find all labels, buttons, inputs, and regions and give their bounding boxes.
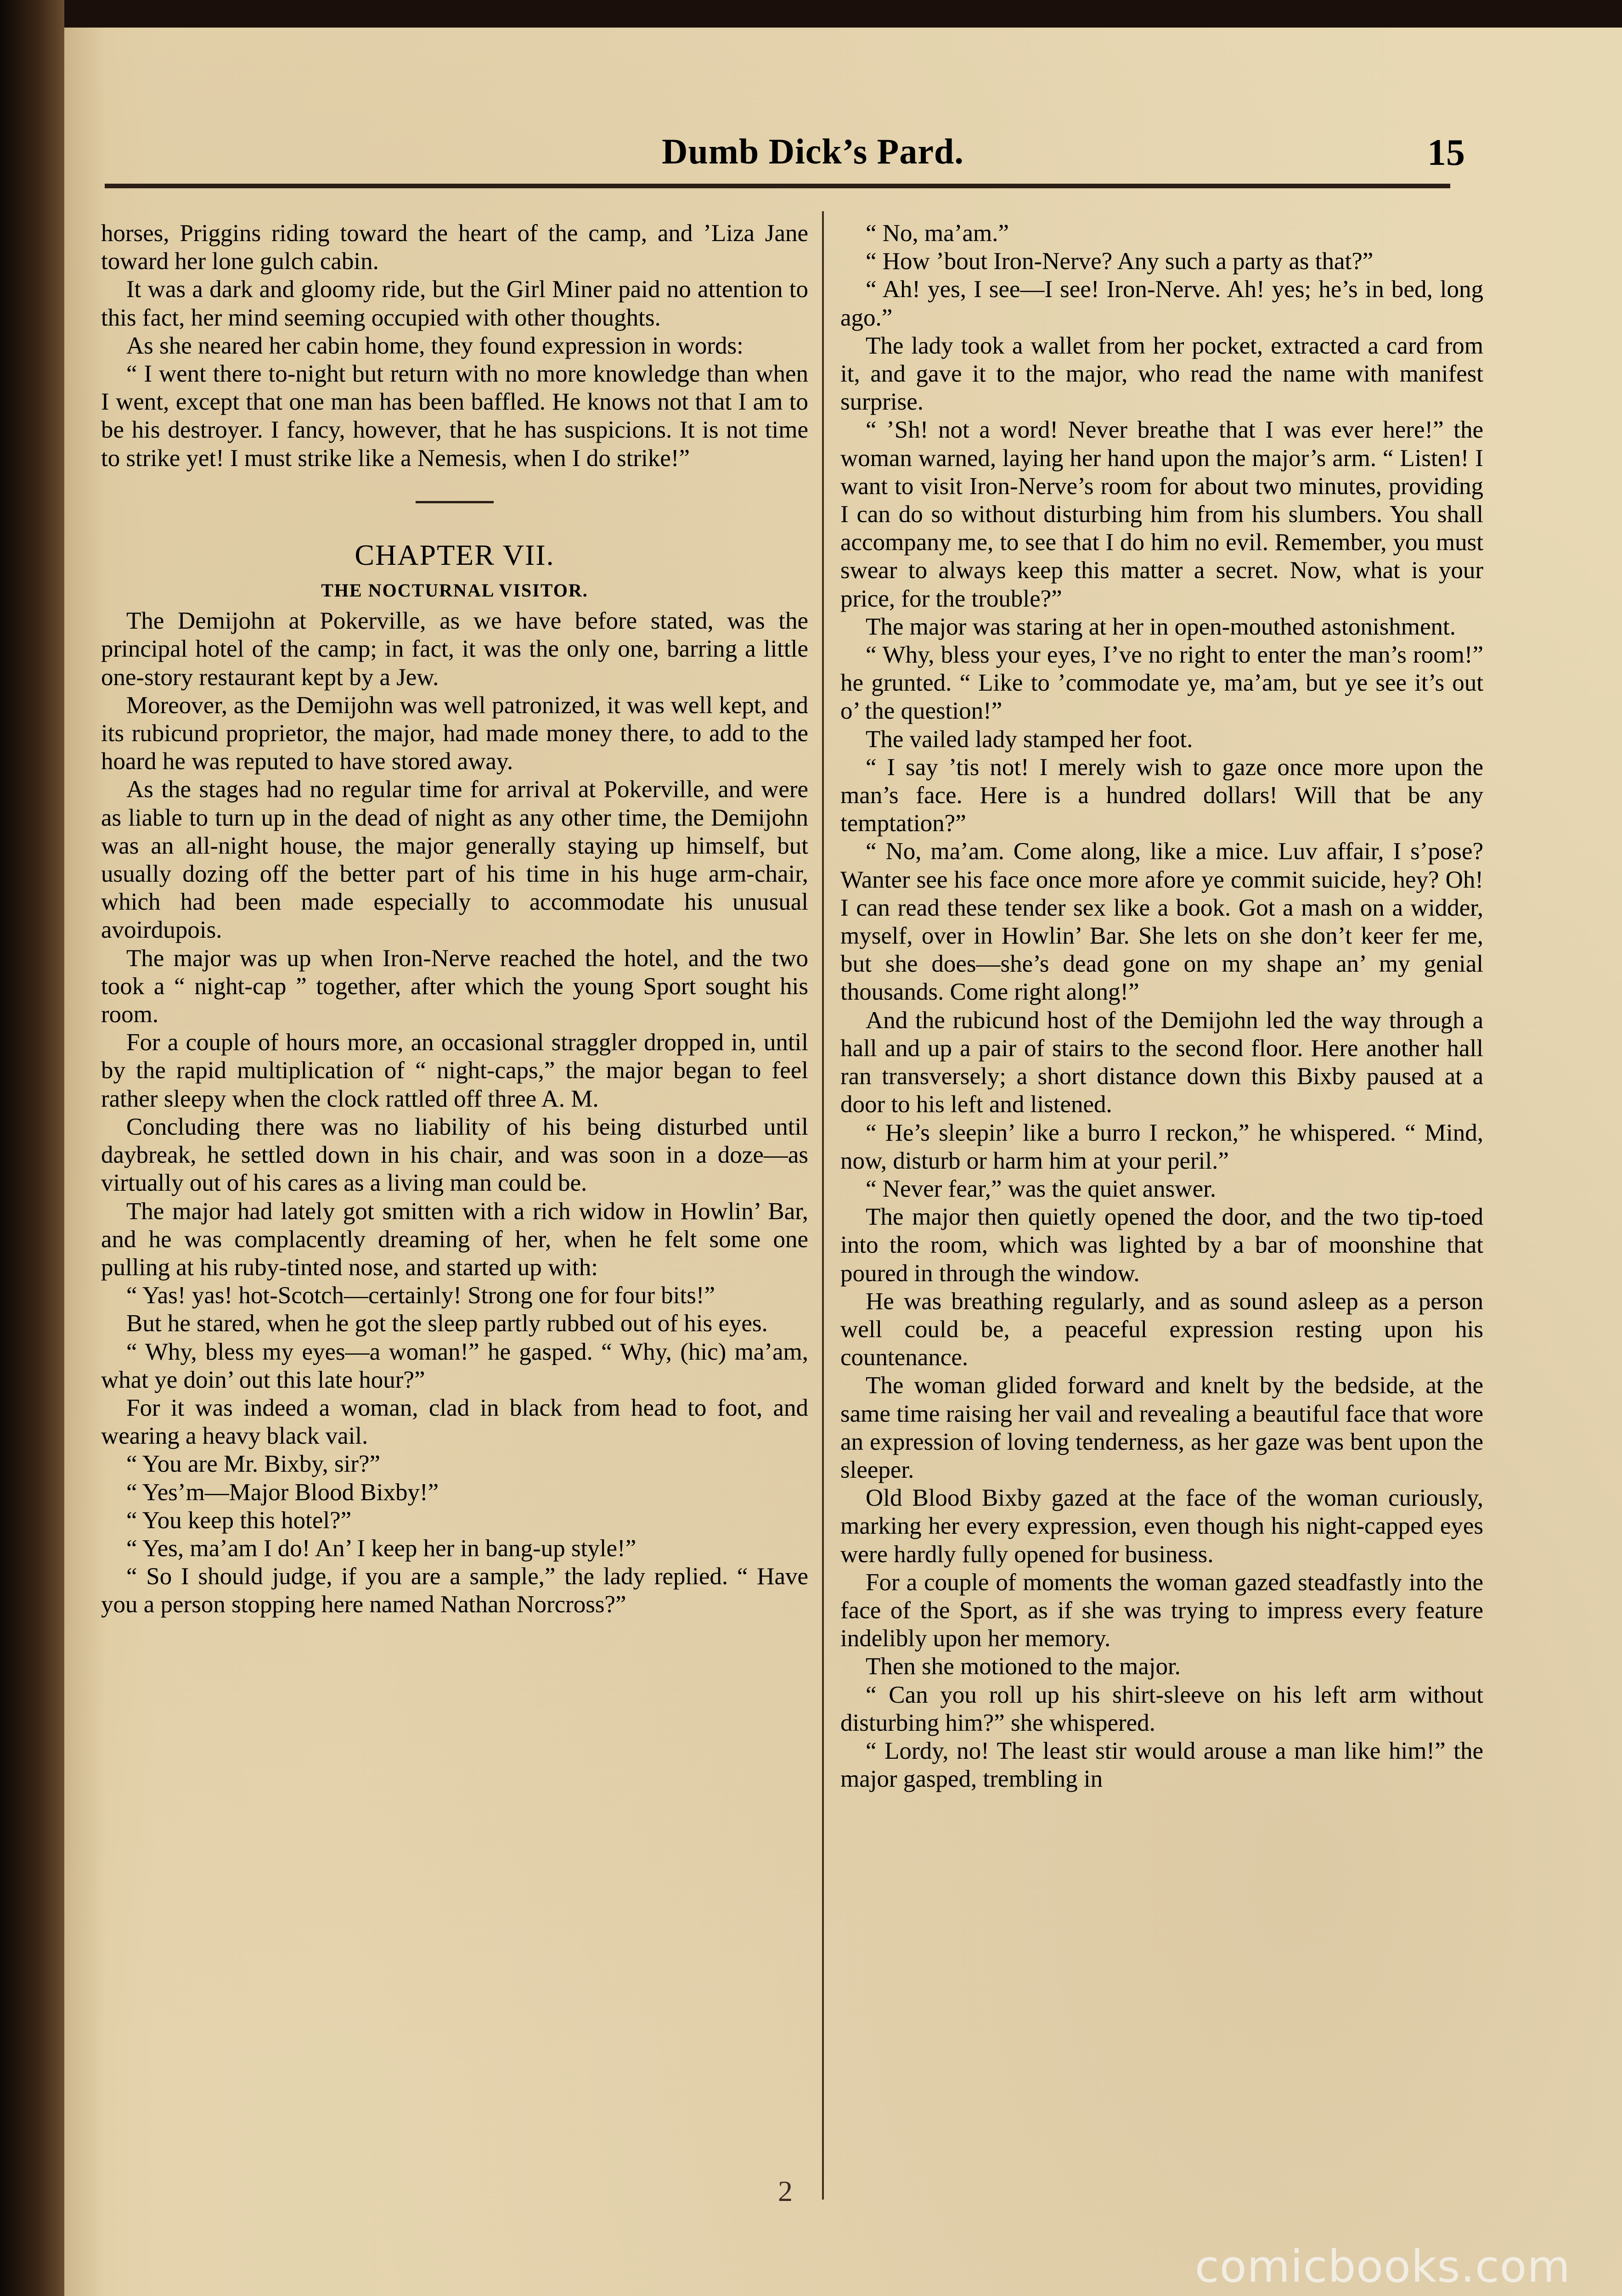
body-paragraph: “ Lordy, no! The least stir would arouse a man like him!” the major gasped, trembling in [840,1737,1483,1793]
body-paragraph: The major then quietly opened the door, and the two tip-toed into the room, which was lighted by a bar of moonshine that poured in through the window. [840,1204,1483,1287]
body-paragraph: The lady took a wallet from her pocket, extracted a card from it, and gave it to the major, who read the name with manifest surprise. [840,332,1483,416]
body-paragraph: The major was staring at her in open-mouthed astonishment. [866,613,1456,640]
section-divider [416,501,494,503]
body-paragraph: The woman glided forward and knelt by the bedside, at the same time raising her vail and revealing a beautiful face that wore an expression of loving tenderness, as her gaze was bent upon the sleeper. [840,1372,1483,1483]
body-paragraph: “ Yas! yas! hot-Scotch—certainly! Strong one for four bits!” [126,1282,715,1309]
body-paragraph: “ He’s sleepin’ like a burro I reckon,” he whispered. “ Mind, now, disturb or harm him at your peril.” [840,1119,1483,1174]
body-paragraph: “ How ’bout Iron-Nerve? Any such a party as that?” [866,248,1374,275]
body-paragraph: The major had lately got smitten with a rich widow in Howlin’ Bar, and he was complacently dreaming of her, when he felt some one pulling at his ruby-tinted nose, and started up with: [101,1198,808,1281]
body-paragraph: Concluding there was no liability of his being disturbed until daybreak, he settled down in his chair, and was soon in a doze—as virtually out of his cares as a living man could be. [101,1113,808,1197]
right-column-text [840,219,1483,1793]
body-paragraph: For a couple of moments the woman gazed steadfastly into the face of the Sport, as if she was trying to impress every feature indelibly upon her memory. [840,1569,1483,1652]
body-paragraph: “ Why, bless your eyes, I’ve no right to enter the man’s room!” he grunted. “ Like to ’commodate ye, ma’am, but ye see it’s out o’ the question!” [840,642,1483,725]
body-paragraph: As the stages had no regular time for arrival at Pokerville, and were as liable to turn up in the dead of night as any other time, the Demijohn was an all-night house, the major generally staying up himself, but usually dozing off the better part of his time in his huge arm-chair, which had been made especially to accommodate his unusual avoirdupois. [101,776,808,944]
body-paragraph: The vailed lady stamped her foot. [866,726,1193,753]
body-paragraph: As she neared her cabin home, they found expression in words: [126,332,743,359]
body-paragraph: “ ’Sh! not a word! Never breathe that I was ever here!” the woman warned, laying her hand upon the major’s arm. “ Listen! I want to visit Iron-Nerve’s room for about two minutes, providing I can do so without disturbing him from his slumbers. You shall accompany me, to see that I do him no evil. Remember, you must swear to always keep this matter a secret. Now, what is your price, for the trouble?” [840,416,1483,612]
body-paragraph: “ No, ma’am.” [866,220,1009,247]
body-paragraph: “ Yes, ma’am I do! An’ I keep her in bang-up style!” [126,1535,636,1562]
body-paragraph: “ Never fear,” was the quiet answer. [866,1175,1216,1202]
chapter-subheading: THE NOCTURNAL VISITOR. [321,580,588,601]
body-paragraph: The Demijohn at Pokerville, as we have before stated, was the principal hotel of the camp; in fact, it was the only one, barring a little one-story restaurant kept by a Jew. [101,608,808,691]
book-spine-edge [0,0,64,2296]
running-header-title: Dumb Dick’s Pard. [662,131,964,171]
body-paragraph: horses, Priggins riding toward the heart of the camp, and ’Liza Jane toward her lone gulch cabin. [101,220,808,275]
body-paragraph: “ I say ’tis not! I merely wish to gaze once more upon the man’s face. Here is a hundred dollars! Will that be any temptation?” [840,754,1483,837]
body-paragraph: “ Yes’m—Major Blood Bixby!” [126,1479,439,1506]
body-paragraph: “ Ah! yes, I see—I see! Iron-Nerve. Ah! yes; he’s in bed, long ago.” [840,276,1483,331]
body-paragraph: For a couple of hours more, an occasional straggler dropped in, until by the rapid multiplication of “ night-caps,” the major began to feel rather sleepy when the clock rattled off three A. M. [101,1029,808,1112]
body-paragraph: For it was indeed a woman, clad in black from head to foot, and wearing a heavy black vail. [101,1394,808,1450]
header-rule [105,184,1450,188]
body-paragraph: “ You keep this hotel?” [126,1507,352,1534]
chapter-heading: CHAPTER VII. [355,538,555,571]
body-paragraph: “ So I should judge, if you are a sample,” the lady replied. “ Have you a person stopping here named Nathan Norcross?” [101,1563,808,1618]
watermark-text: comicbooks.com [1194,2241,1571,2292]
right-text-column [840,219,1483,2199]
body-paragraph: Moreover, as the Demijohn was well patronized, it was well kept, and its rubicund proprietor, the major, had made money there, to add to the hoard he was reputed to have stored away. [101,692,808,775]
page-signature-mark: 2 [778,2175,793,2207]
left-text-column [101,219,808,2199]
chapter-text [101,607,808,1619]
body-paragraph: It was a dark and gloomy ride, but the Girl Miner paid no attention to this fact, her mind seeming occupied with other thoughts. [101,276,808,331]
body-paragraph: Then she motioned to the major. [866,1653,1181,1680]
body-paragraph: But he stared, when he got the sleep partly rubbed out of his eyes. [126,1310,768,1337]
body-paragraph: The major was up when Iron-Nerve reached the hotel, and the two took a “ night-cap ” together, after which the young Sport sought his room. [101,945,808,1028]
body-paragraph: “ No, ma’am. Come along, like a mice. Luv affair, I s’pose? Wanter see his face once more afore ye commit suicide, hey? Oh! I can read these tender sex like a book. Got a mash on a widder, myself, over in Howlin’ Bar. She lets on she don’t keer fer me, but she does—she’s dead gone on my shape an’ my genial thousands. Come right along!” [840,838,1483,1006]
column-divider [822,211,824,2200]
body-paragraph: Old Blood Bixby gazed at the face of the woman curiously, marking her every expression, even though his night-capped eyes were hardly fully opened for business. [840,1485,1483,1568]
pre-chapter-text [101,219,808,473]
page-number: 15 [1427,131,1465,173]
body-paragraph: He was breathing regularly, and as sound asleep as a person well could be, a peaceful expression resting upon his countenance. [840,1288,1483,1371]
body-paragraph: And the rubicund host of the Demijohn led the way through a hall and up a pair of stairs to the second floor. Here another hall ran transversely; a short distance down this Bixby paused at a door to his left and listened. [840,1007,1483,1118]
body-paragraph: “ You are Mr. Bixby, sir?” [126,1451,381,1478]
body-paragraph: “ Why, bless my eyes—a woman!” he gasped. “ Why, (hic) ma’am, what ye doin’ out this late hour?” [101,1338,808,1393]
body-paragraph: “ I went there to-night but return with no more knowledge than when I went, except that one man has been baffled. He knows not that I am to be his destroyer. I fancy, however, that he has suspicions. It is not time to strike yet! I must strike like a Nemesis, when I do strike!” [101,360,808,472]
body-paragraph: “ Can you roll up his shirt-sleeve on his left arm without disturbing him?” she whispered. [840,1681,1483,1736]
